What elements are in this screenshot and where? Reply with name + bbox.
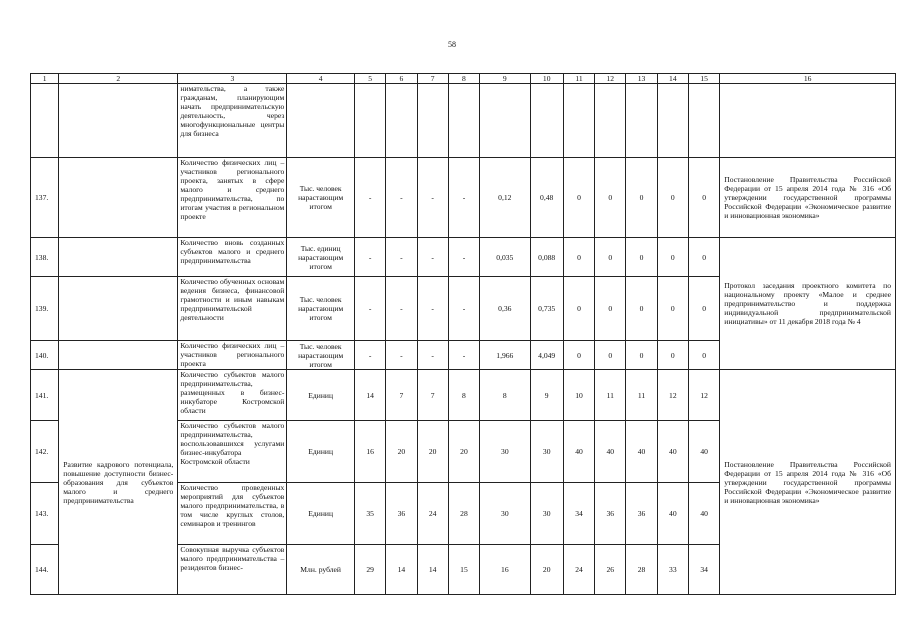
value-cell: 10 [563, 370, 594, 421]
value-cell: - [386, 158, 417, 238]
table-row [31, 370, 896, 421]
column-header: 3 [178, 74, 287, 84]
unit-cell: Тыс. человек нарастающим итогом [287, 277, 355, 341]
row-number: 141. [31, 370, 59, 421]
value-cell: 20 [386, 421, 417, 483]
column-header: 7 [417, 74, 448, 84]
basis-cell: Протокол заседания проектного комитета по национальному проекту «Малое и среднее предпринимательство и поддержка индивидуальной предпринимательской инициативы» от 11 декабря 2018 года № 4 [720, 238, 896, 370]
value-cell: 0 [563, 277, 594, 341]
value-cell: 40 [657, 421, 688, 483]
value-cell: 16 [480, 545, 530, 595]
indicators-table [30, 73, 896, 595]
value-cell: 0,088 [530, 238, 563, 277]
value-cell: 34 [688, 545, 719, 595]
indicator-cell: Совокупная выручка субъектов малого предпринимательства – резидентов бизнес- [178, 545, 287, 595]
indicator-cell: Количество физических лиц – участников регионального проекта [178, 341, 287, 370]
value-cell: 40 [626, 421, 657, 483]
value-cell: 7 [386, 370, 417, 421]
value-cell: 0 [688, 277, 719, 341]
value-cell: - [386, 238, 417, 277]
value-cell: 40 [688, 421, 719, 483]
column-header: 4 [287, 74, 355, 84]
value-cell: 28 [448, 483, 479, 545]
value-cell: 24 [563, 545, 594, 595]
value-cell: 0,12 [480, 158, 530, 238]
column-header: 8 [448, 74, 479, 84]
value-cell: 0 [563, 341, 594, 370]
unit-cell: Тыс. человек нарастающим итогом [287, 158, 355, 238]
value-cell: - [417, 158, 448, 238]
value-cell: 0 [626, 158, 657, 238]
value-cell: 0 [688, 341, 719, 370]
value-cell: 28 [626, 545, 657, 595]
value-cell: 0 [595, 158, 626, 238]
value-cell: 15 [448, 545, 479, 595]
value-cell: 0 [657, 238, 688, 277]
column-header: 2 [59, 74, 178, 84]
value-cell: - [448, 158, 479, 238]
indicator-cell: Количество обученных основам ведения бизнеса, финансовой грамотности и иным навыкам предпринимательской деятельности [178, 277, 287, 341]
row-number: 144. [31, 545, 59, 595]
value-cell: 11 [595, 370, 626, 421]
unit-cell: Единиц [287, 370, 355, 421]
value-cell: 0 [657, 277, 688, 341]
column-header: 11 [563, 74, 594, 84]
row-number: 142. [31, 421, 59, 483]
unit-cell: Единиц [287, 421, 355, 483]
column-header: 14 [657, 74, 688, 84]
value-cell: 7 [417, 370, 448, 421]
value-cell: 40 [657, 483, 688, 545]
value-cell: 29 [354, 545, 385, 595]
value-cell: 20 [448, 421, 479, 483]
row-number: 140. [31, 341, 59, 370]
value-cell: 20 [530, 545, 563, 595]
value-cell: 0 [626, 277, 657, 341]
value-cell: 16 [354, 421, 385, 483]
direction-cell-empty [59, 158, 178, 238]
value-cell: - [448, 341, 479, 370]
table-row-continuation [31, 84, 896, 158]
value-cell: 26 [595, 545, 626, 595]
page-number: 58 [448, 40, 456, 49]
indicator-cell: нимательства, а также гражданам, планирующим начать предпринимательскую деятельность, через многофункциональные центры для бизнеса [178, 84, 287, 158]
value-cell: 40 [688, 483, 719, 545]
value-cell: 0 [595, 341, 626, 370]
value-cell: 30 [480, 483, 530, 545]
value-cell: 1,966 [480, 341, 530, 370]
value-cell: - [386, 341, 417, 370]
value-cell: - [354, 341, 385, 370]
value-cell: 0 [563, 238, 594, 277]
unit-cell: Млн. рублей [287, 545, 355, 595]
value-cell: 0,735 [530, 277, 563, 341]
value-cell: 34 [563, 483, 594, 545]
value-cell: 24 [417, 483, 448, 545]
value-cell: 0 [626, 341, 657, 370]
direction-cell-empty [59, 341, 178, 370]
value-cell: 0 [563, 158, 594, 238]
value-cell: 35 [354, 483, 385, 545]
unit-cell: Единиц [287, 483, 355, 545]
row-number: 143. [31, 483, 59, 545]
value-cell: 0 [595, 238, 626, 277]
row-number: 139. [31, 277, 59, 341]
header-row [31, 74, 896, 84]
value-cell: - [386, 277, 417, 341]
value-cell: 40 [595, 421, 626, 483]
row-number: 138. [31, 238, 59, 277]
value-cell: 0,035 [480, 238, 530, 277]
value-cell: 4,049 [530, 341, 563, 370]
column-header: 16 [720, 74, 896, 84]
value-cell: 12 [688, 370, 719, 421]
column-header: 10 [530, 74, 563, 84]
direction-cell-empty [59, 238, 178, 277]
indicator-cell: Количество проведенных мероприятий для субъектов малого предпринимательства, в том числе круглых столов, семинаров и тренингов [178, 483, 287, 545]
indicator-cell: Количество субъектов малого предпринимательства, воспользовавшихся услугами бизнес-инкубатора Костромской области [178, 421, 287, 483]
value-cell: 20 [417, 421, 448, 483]
column-header: 9 [480, 74, 530, 84]
value-cell: 36 [386, 483, 417, 545]
value-cell: - [448, 238, 479, 277]
column-header: 13 [626, 74, 657, 84]
value-cell: 14 [417, 545, 448, 595]
column-header: 1 [31, 74, 59, 84]
value-cell: 0,48 [530, 158, 563, 238]
indicator-cell: Количество физических лиц – участников регионального проекта, занятых в сфере малого и среднего предпринимательства, по итогам участия в региональном проекте [178, 158, 287, 238]
value-cell: - [354, 238, 385, 277]
table-row [31, 238, 896, 277]
value-cell: 14 [386, 545, 417, 595]
value-cell: 33 [657, 545, 688, 595]
value-cell: 36 [595, 483, 626, 545]
value-cell: - [354, 277, 385, 341]
value-cell: - [417, 341, 448, 370]
value-cell: 8 [480, 370, 530, 421]
value-cell: 0 [626, 238, 657, 277]
indicator-cell: Количество субъектов малого предпринимательства, размещенных в бизнес-инкубаторе Костромской области [178, 370, 287, 421]
column-header: 15 [688, 74, 719, 84]
value-cell: - [417, 238, 448, 277]
value-cell: 0 [688, 238, 719, 277]
direction-cell: Развитие кадрового потенциала, повышение доступности бизнес-образования для субъектов малого и среднего предпринимательства [59, 370, 178, 595]
value-cell: 30 [530, 421, 563, 483]
value-cell: 14 [354, 370, 385, 421]
value-cell: 40 [563, 421, 594, 483]
value-cell: 11 [626, 370, 657, 421]
value-cell: - [417, 277, 448, 341]
column-header: 12 [595, 74, 626, 84]
table-row [31, 158, 896, 238]
value-cell: 0 [657, 158, 688, 238]
basis-cell: Постановление Правительства Российской Федерации от 15 апреля 2014 года № 316 «Об утверждении государственной программы Российской Федерации «Экономическое развитие и инновационная экономика» [720, 370, 896, 595]
indicator-cell: Количество вновь созданных субъектов малого и среднего предпринимательства [178, 238, 287, 277]
value-cell: 0,36 [480, 277, 530, 341]
value-cell: 12 [657, 370, 688, 421]
unit-cell: Тыс. человек нарастающим итогом [287, 341, 355, 370]
value-cell: 30 [530, 483, 563, 545]
value-cell: 30 [480, 421, 530, 483]
direction-cell-empty [59, 277, 178, 341]
column-header: 5 [354, 74, 385, 84]
value-cell: 0 [595, 277, 626, 341]
value-cell: 0 [657, 341, 688, 370]
value-cell: 8 [448, 370, 479, 421]
column-header: 6 [386, 74, 417, 84]
basis-cell: Постановление Правительства Российской Федерации от 15 апреля 2014 года № 316 «Об утверждении государственной программы Российской Федерации «Экономическое развитие и инновационная экономика» [720, 158, 896, 238]
value-cell: 0 [688, 158, 719, 238]
row-number: 137. [31, 158, 59, 238]
unit-cell: Тыс. единиц нарастающим итогом [287, 238, 355, 277]
value-cell: - [354, 158, 385, 238]
value-cell: - [448, 277, 479, 341]
value-cell: 9 [530, 370, 563, 421]
value-cell: 36 [626, 483, 657, 545]
